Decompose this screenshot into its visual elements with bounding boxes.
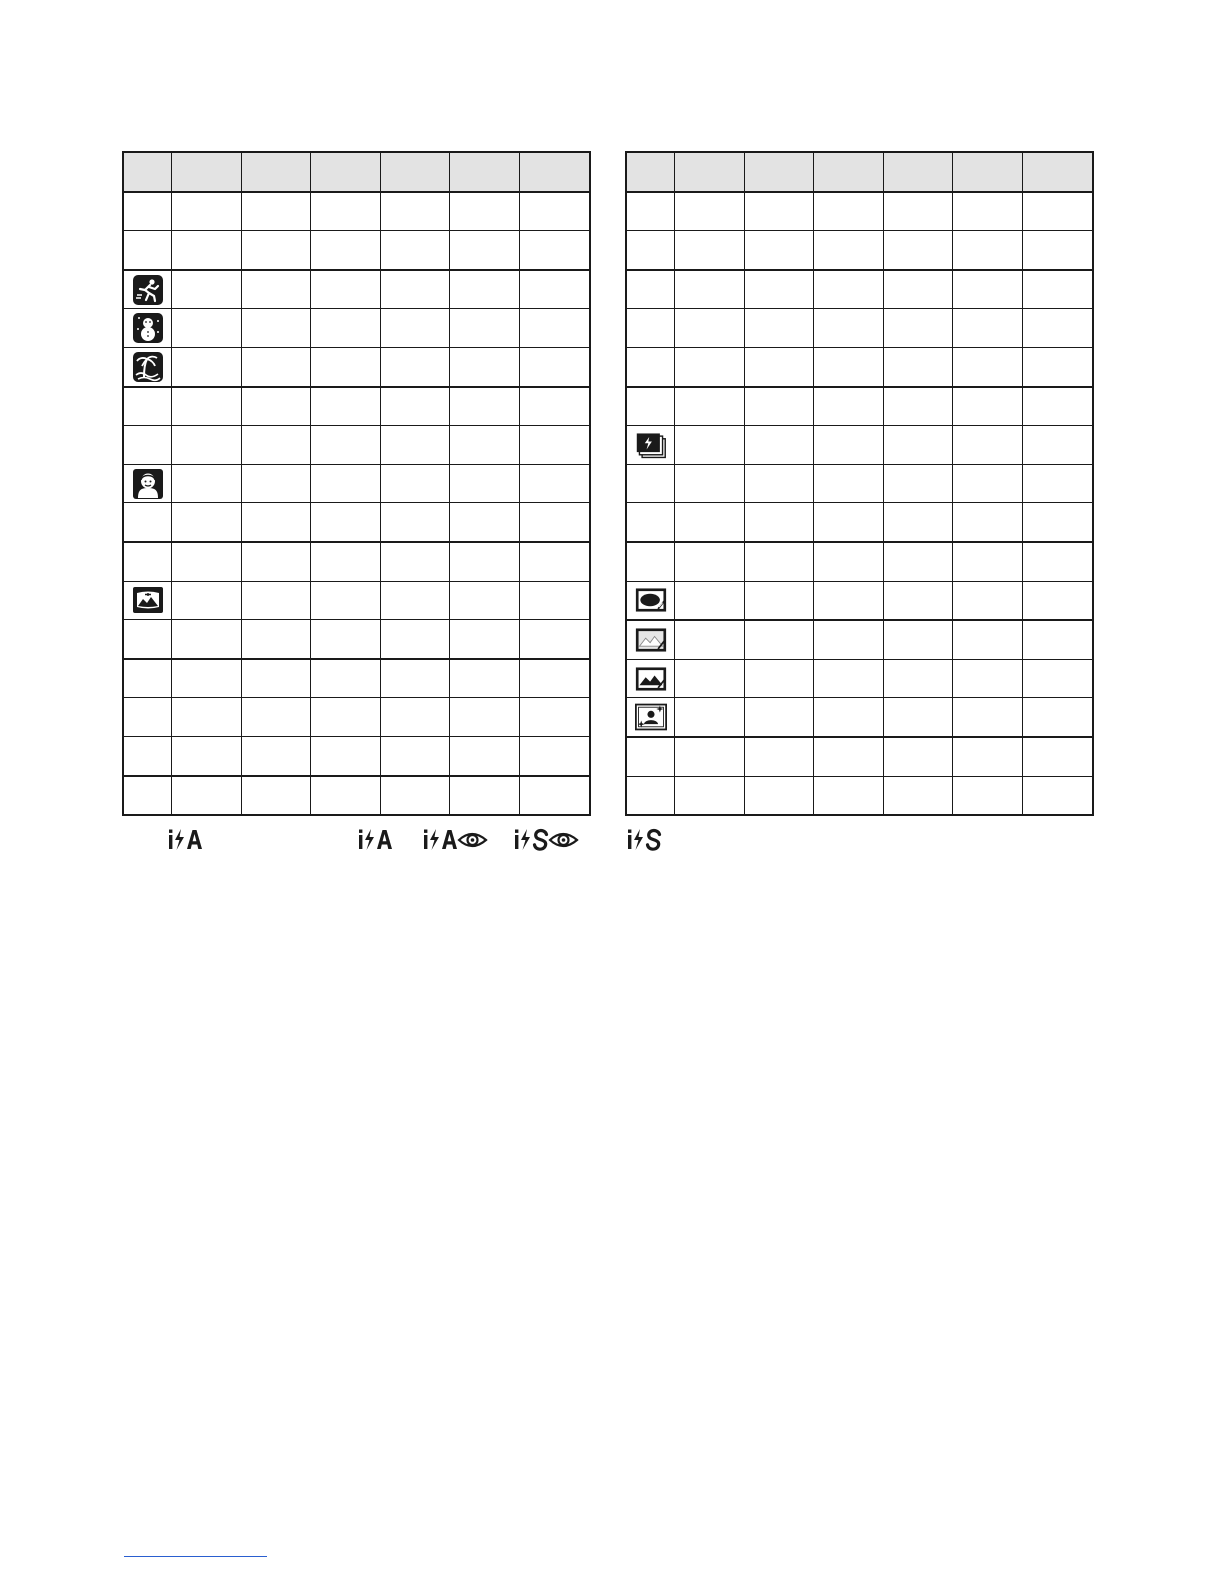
table-row (626, 464, 1093, 503)
table-cell (953, 152, 1023, 192)
table-cell (172, 503, 242, 542)
table-cell (172, 620, 242, 659)
table-cell (953, 387, 1023, 426)
table-cell (519, 620, 589, 659)
table-cell (744, 464, 814, 503)
low-key-icon (635, 663, 667, 695)
table-cell (450, 309, 520, 348)
table-cell (380, 192, 450, 231)
table-cell (626, 387, 675, 426)
table-cell (883, 231, 953, 270)
table-cell (450, 542, 520, 581)
scene-flash-table-right (625, 151, 1094, 816)
table-cell (953, 347, 1023, 386)
table-cell (311, 581, 381, 620)
table-cell (311, 270, 381, 309)
table-cell (519, 270, 589, 309)
table-cell (744, 152, 814, 192)
table-cell (744, 231, 814, 270)
table-cell (953, 426, 1023, 465)
table-row (123, 309, 590, 348)
table-row (626, 737, 1093, 776)
table-cell (241, 270, 311, 309)
table-cell (744, 659, 814, 698)
table-cell (675, 464, 745, 503)
table-cell (380, 387, 450, 426)
table-row (123, 659, 590, 698)
table-row (123, 542, 590, 581)
table-cell (953, 737, 1023, 776)
table-cell (519, 464, 589, 503)
table-cell (675, 387, 745, 426)
table-cell (953, 542, 1023, 581)
table-cell (519, 542, 589, 581)
table-cell (814, 270, 884, 309)
table-cell (241, 542, 311, 581)
footnote-divider (124, 1556, 267, 1557)
table-cell (241, 776, 311, 816)
table-cell (626, 464, 675, 503)
table-cell (519, 309, 589, 348)
table-cell (311, 464, 381, 503)
table-cell (311, 426, 381, 465)
table-row (123, 503, 590, 542)
table-cell (883, 503, 953, 542)
table-row (626, 387, 1093, 426)
table-cell (814, 620, 884, 659)
table-cell (241, 581, 311, 620)
table-cell (1022, 503, 1092, 542)
table-cell (883, 776, 953, 815)
table-cell (311, 347, 381, 386)
table-cell (675, 659, 745, 698)
table-cell (519, 776, 589, 816)
table-row (123, 736, 590, 775)
table-cell (172, 659, 242, 698)
table-cell (1022, 231, 1092, 270)
table-cell (172, 698, 242, 737)
table-cell (814, 347, 884, 386)
table-cell (626, 620, 675, 659)
table-cell (814, 152, 884, 192)
table-cell (519, 503, 589, 542)
table-cell (172, 464, 242, 503)
table-cell (744, 270, 814, 309)
table-cell (380, 776, 450, 816)
table-header-row (123, 152, 590, 192)
table-cell (675, 426, 745, 465)
table-row (626, 270, 1093, 309)
table-cell (626, 776, 675, 815)
table-header-row (626, 152, 1093, 192)
table-row (626, 426, 1093, 465)
table-cell (883, 347, 953, 386)
table-cell (626, 231, 675, 270)
table-cell (675, 503, 745, 542)
table-cell (311, 736, 381, 775)
table-cell (1022, 270, 1092, 309)
table-cell (172, 270, 242, 309)
table-cell (241, 503, 311, 542)
table-cell (123, 347, 172, 386)
table-cell (450, 152, 520, 192)
table-cell (883, 620, 953, 659)
table-cell (744, 620, 814, 659)
high-key-icon (635, 624, 667, 656)
snow-icon (132, 312, 164, 344)
table-cell (953, 620, 1023, 659)
table-cell (123, 659, 172, 698)
table-cell (123, 192, 172, 231)
table-cell (626, 581, 675, 620)
flash-burst-icon (635, 429, 667, 461)
table-cell (626, 347, 675, 386)
table-cell (814, 581, 884, 620)
table-cell (744, 309, 814, 348)
table-cell (953, 698, 1023, 737)
table-cell (626, 152, 675, 192)
table-cell (883, 152, 953, 192)
table-row (626, 620, 1093, 659)
table-cell (744, 426, 814, 465)
table-cell (953, 776, 1023, 815)
table-cell (626, 270, 675, 309)
table-cell (883, 737, 953, 776)
table-cell (123, 776, 172, 816)
table-cell (744, 503, 814, 542)
table-cell (123, 270, 172, 309)
table-cell (123, 698, 172, 737)
table-cell (1022, 464, 1092, 503)
table-cell (241, 192, 311, 231)
table-cell (953, 464, 1023, 503)
table-cell (172, 426, 242, 465)
table-row (626, 542, 1093, 581)
table-cell (380, 426, 450, 465)
table-cell (883, 270, 953, 309)
baby-icon (132, 468, 164, 500)
table-cell (519, 698, 589, 737)
table-cell (744, 581, 814, 620)
table-row (123, 270, 590, 309)
table-cell (1022, 737, 1092, 776)
scene-flash-table-left (122, 151, 591, 816)
table-cell (519, 581, 589, 620)
table-row (626, 309, 1093, 348)
table-cell (311, 231, 381, 270)
table-cell (380, 503, 450, 542)
table-cell (675, 620, 745, 659)
table-row (123, 426, 590, 465)
table-cell (953, 503, 1023, 542)
table-cell (744, 542, 814, 581)
table-cell (380, 270, 450, 309)
table-cell (953, 659, 1023, 698)
table-cell (519, 347, 589, 386)
table-cell (744, 776, 814, 815)
table-cell (123, 231, 172, 270)
table-row (626, 776, 1093, 815)
table-cell (883, 309, 953, 348)
panorama-icon (132, 584, 164, 616)
table-cell (1022, 387, 1092, 426)
table-cell (744, 192, 814, 231)
table-row (123, 698, 590, 737)
table-cell (626, 309, 675, 348)
table-cell (814, 542, 884, 581)
table-cell (241, 736, 311, 775)
table-cell (380, 309, 450, 348)
table-cell (519, 736, 589, 775)
table-cell (1022, 542, 1092, 581)
table-cell (1022, 192, 1092, 231)
table-cell (519, 231, 589, 270)
table-cell (1022, 347, 1092, 386)
table-cell (675, 152, 745, 192)
table-cell (814, 776, 884, 815)
table-cell (380, 659, 450, 698)
table-row (123, 231, 590, 270)
table-cell (123, 152, 172, 192)
table-cell (883, 192, 953, 231)
table-cell (953, 581, 1023, 620)
table-cell (814, 737, 884, 776)
table-row (123, 347, 590, 386)
table-cell (123, 736, 172, 775)
table-cell (380, 464, 450, 503)
table-cell (311, 659, 381, 698)
table-cell (241, 387, 311, 426)
table-cell (814, 503, 884, 542)
table-cell (311, 698, 381, 737)
table-cell (744, 387, 814, 426)
table-cell (744, 737, 814, 776)
table-cell (311, 620, 381, 659)
table-cell (450, 698, 520, 737)
table-cell (450, 464, 520, 503)
table-row (123, 387, 590, 426)
table-cell (1022, 152, 1092, 192)
table-cell (450, 620, 520, 659)
table-cell (675, 776, 745, 815)
table-cell (450, 387, 520, 426)
table-cell (380, 698, 450, 737)
table-cell (450, 231, 520, 270)
table-cell (311, 503, 381, 542)
table-cell (172, 192, 242, 231)
table-cell (814, 309, 884, 348)
table-cell (380, 347, 450, 386)
table-cell (123, 503, 172, 542)
table-cell (883, 426, 953, 465)
table-cell (814, 659, 884, 698)
table-cell (744, 698, 814, 737)
table-cell (883, 659, 953, 698)
table-cell (311, 387, 381, 426)
table-cell (1022, 620, 1092, 659)
table-cell (123, 309, 172, 348)
table-cell (814, 387, 884, 426)
table-cell (1022, 659, 1092, 698)
table-cell (380, 152, 450, 192)
table-cell (953, 231, 1023, 270)
table-cell (883, 698, 953, 737)
table-cell (172, 776, 242, 816)
table-cell (519, 659, 589, 698)
table-cell (241, 464, 311, 503)
table-row (626, 503, 1093, 542)
table-cell (953, 270, 1023, 309)
soft-skin-icon (635, 701, 667, 733)
table-cell (123, 426, 172, 465)
table-cell (172, 152, 242, 192)
table-cell (626, 659, 675, 698)
slow-sync-icon (627, 826, 665, 854)
table-cell (172, 542, 242, 581)
table-row (626, 231, 1093, 270)
table-cell (626, 698, 675, 737)
table-cell (675, 737, 745, 776)
table-cell (172, 387, 242, 426)
table-cell (172, 231, 242, 270)
table-cell (380, 542, 450, 581)
table-cell (241, 426, 311, 465)
table-cell (883, 581, 953, 620)
table-cell (123, 620, 172, 659)
table-cell (450, 776, 520, 816)
table-cell (626, 426, 675, 465)
table-cell (241, 698, 311, 737)
table-row (626, 581, 1093, 620)
table-cell (123, 542, 172, 581)
table-cell (814, 231, 884, 270)
table-cell (450, 736, 520, 775)
table-cell (241, 231, 311, 270)
auto-flash-icon (168, 826, 208, 854)
table-cell (241, 620, 311, 659)
table-cell (380, 620, 450, 659)
table-cell (450, 426, 520, 465)
table-cell (311, 542, 381, 581)
table-cell (814, 698, 884, 737)
table-cell (380, 736, 450, 775)
table-cell (1022, 698, 1092, 737)
table-cell (380, 231, 450, 270)
table-cell (626, 737, 675, 776)
table-cell (1022, 581, 1092, 620)
table-cell (123, 464, 172, 503)
table-cell (123, 387, 172, 426)
table-cell (1022, 309, 1092, 348)
table-cell (241, 309, 311, 348)
table-cell (675, 542, 745, 581)
table-row (123, 581, 590, 620)
table-cell (626, 503, 675, 542)
table-row (123, 620, 590, 659)
table-cell (519, 426, 589, 465)
table-cell (172, 347, 242, 386)
table-cell (450, 347, 520, 386)
table-cell (953, 192, 1023, 231)
table-cell (675, 192, 745, 231)
table-cell (675, 309, 745, 348)
table-cell (380, 581, 450, 620)
table-cell (311, 776, 381, 816)
table-row (123, 464, 590, 503)
table-cell (675, 581, 745, 620)
table-cell (519, 192, 589, 231)
table-row (626, 698, 1093, 737)
table-cell (241, 152, 311, 192)
table-cell (311, 192, 381, 231)
table-cell (172, 736, 242, 775)
table-row (123, 776, 590, 816)
table-cell (953, 309, 1023, 348)
table-cell (675, 698, 745, 737)
table-cell (450, 503, 520, 542)
table-row (626, 192, 1093, 231)
table-cell (1022, 426, 1092, 465)
auto-flash-redeye-icon (423, 826, 489, 854)
table-cell (123, 581, 172, 620)
table-cell (172, 581, 242, 620)
table-cell (519, 152, 589, 192)
table-cell (883, 387, 953, 426)
table-cell (883, 464, 953, 503)
table-cell (241, 347, 311, 386)
table-cell (519, 387, 589, 426)
beach-icon (132, 351, 164, 383)
table-cell (744, 347, 814, 386)
table-cell (883, 542, 953, 581)
table-cell (450, 659, 520, 698)
slow-sync-redeye-icon (514, 826, 580, 854)
table-cell (626, 192, 675, 231)
table-row (123, 192, 590, 231)
toy-effect-icon (635, 584, 667, 616)
sports-icon (132, 274, 164, 306)
auto-flash-icon (358, 826, 398, 854)
table-row (626, 347, 1093, 386)
table-cell (450, 270, 520, 309)
table-cell (814, 192, 884, 231)
table-cell (675, 347, 745, 386)
table-cell (814, 464, 884, 503)
table-cell (311, 309, 381, 348)
table-cell (675, 231, 745, 270)
table-cell (626, 542, 675, 581)
table-cell (450, 192, 520, 231)
table-cell (1022, 776, 1092, 815)
table-cell (172, 309, 242, 348)
table-cell (450, 581, 520, 620)
table-cell (241, 659, 311, 698)
table-cell (814, 426, 884, 465)
table-cell (311, 152, 381, 192)
table-cell (675, 270, 745, 309)
table-row (626, 659, 1093, 698)
